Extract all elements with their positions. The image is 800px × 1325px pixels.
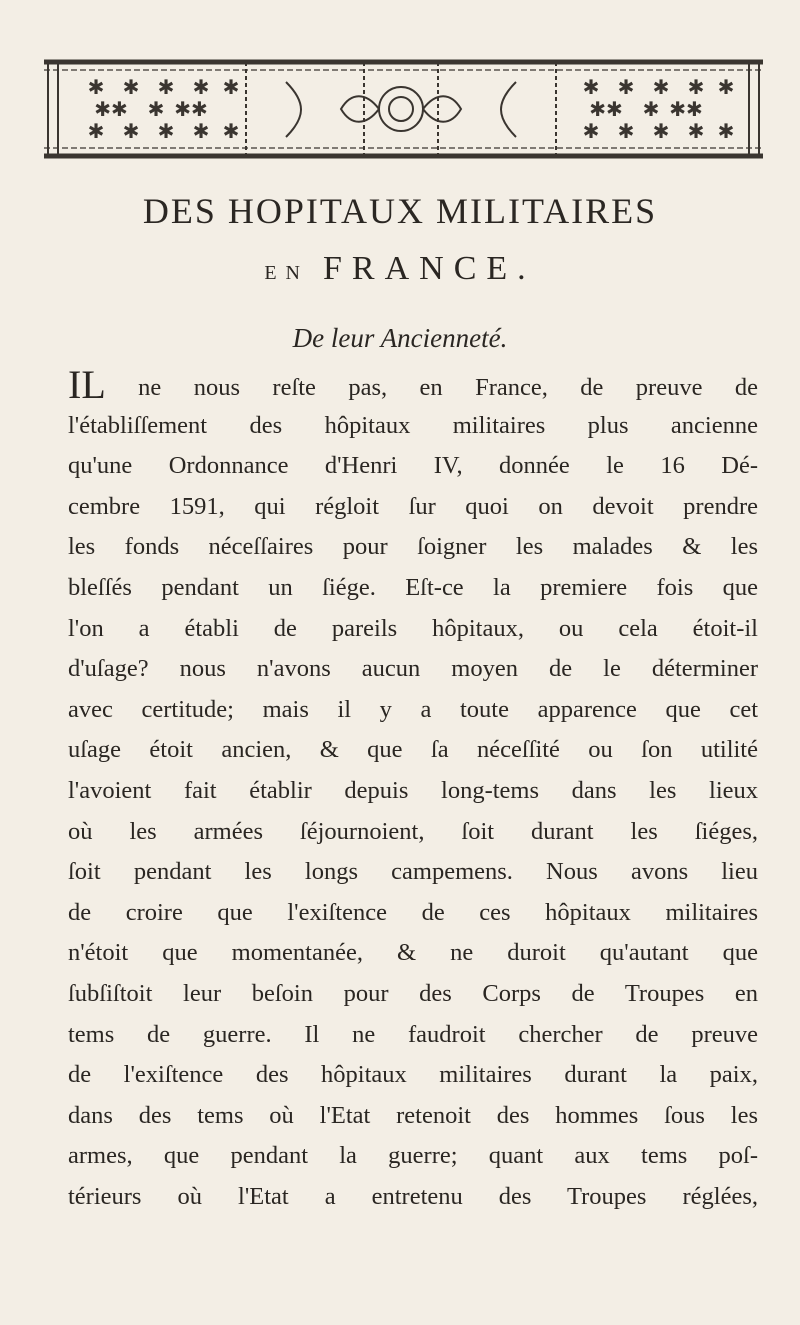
text-line: l'établiſſement des hôpitaux militaires plus ancienne — [68, 411, 758, 439]
svg-text:✱: ✱ — [157, 75, 175, 99]
svg-text:✱: ✱ — [192, 119, 210, 143]
svg-text:✱: ✱ — [642, 97, 660, 121]
page-subtitle — [0, 250, 800, 288]
svg-text:✱: ✱ — [717, 75, 735, 99]
section-title: De leur Ancienneté. — [292, 323, 508, 353]
svg-text:✱: ✱ — [87, 75, 105, 99]
svg-text:✱: ✱ — [717, 119, 735, 143]
svg-text:✱✱: ✱✱ — [669, 97, 703, 121]
text-line: tems de guerre. Il ne faudroit chercher de preuve — [68, 1020, 758, 1048]
text-line: uſage étoit ancien, & que ſa néceſſité ou ſon utilité — [68, 736, 758, 764]
text-line: qu'une Ordonnance d'Henri IV, donnée le 16 Dé- — [68, 452, 758, 480]
svg-text:✱: ✱ — [652, 119, 670, 143]
svg-text:✱: ✱ — [582, 75, 600, 99]
text-line: térieurs où l'Etat a entretenu des Troupes réglées, — [68, 1182, 758, 1210]
text-line: de l'exiſtence des hôpitaux militaires durant la paix, — [68, 1061, 758, 1089]
svg-text:✱: ✱ — [192, 75, 210, 99]
svg-text:✱: ✱ — [87, 119, 105, 143]
text-line: de croire que l'exiſtence de ces hôpitaux militaires — [68, 898, 758, 926]
text-line: d'uſage? nous n'avons aucun moyen de le déterminer — [68, 655, 758, 683]
text-line: l'avoient fait établir depuis long-tems dans les lieux — [68, 776, 758, 804]
text-line: l'on a établi de pareils hôpitaux, ou cela étoit-il — [68, 614, 758, 642]
svg-text:✱: ✱ — [582, 119, 600, 143]
text-line: armes, que pendant la guerre; quant aux tems poſ- — [68, 1142, 758, 1170]
svg-text:✱: ✱ — [122, 119, 140, 143]
page-title: DES HOPITAUX MILITAIRES — [142, 191, 658, 231]
svg-text:✱: ✱ — [687, 75, 705, 99]
svg-text:✱: ✱ — [157, 119, 175, 143]
svg-text:✱: ✱ — [222, 119, 240, 143]
text-line: les fonds néceſſaires pour ſoigner les malades & les — [68, 533, 758, 561]
svg-text:✱: ✱ — [617, 119, 635, 143]
subtitle-country: FRANCE. — [323, 250, 536, 287]
svg-text:✱✱: ✱✱ — [174, 97, 208, 121]
svg-text:✱: ✱ — [147, 97, 165, 121]
text-line: cembre 1591, qui régloit ſur quoi on devoit prendre — [68, 492, 758, 520]
svg-text:✱: ✱ — [652, 75, 670, 99]
body-paragraph — [68, 365, 758, 1217]
text-line: bleſſés pendant un ſiége. Eſt-ce la premiere fois que — [68, 573, 758, 601]
text-line: ſoit pendant les longs campemens. Nous avons lieu — [68, 858, 758, 886]
svg-text:✱: ✱ — [687, 119, 705, 143]
ornamental-header-band — [36, 52, 771, 168]
text-line: n'étoit que momentanée, & ne duroit qu'autant que — [68, 939, 758, 967]
svg-text:✱✱: ✱✱ — [589, 97, 623, 121]
fleuron-border-icon — [36, 52, 771, 168]
svg-text:✱✱: ✱✱ — [94, 97, 128, 121]
text-line: ſubſiſtoit leur beſoin pour des Corps de Troupes en — [68, 979, 758, 1007]
svg-text:✱: ✱ — [122, 75, 140, 99]
text-line: IL ne nous reſte pas, en France, de preuve de — [68, 365, 758, 406]
text-line: où les armées ſéjournoient, ſoit durant les ſiéges, — [68, 817, 758, 845]
drop-cap: IL — [68, 365, 106, 406]
text-line: avec certitude; mais il y a toute apparence que cet — [68, 695, 758, 723]
svg-text:✱: ✱ — [222, 75, 240, 99]
text-line: dans des tems où l'Etat retenoit des hommes ſous les — [68, 1101, 758, 1129]
svg-text:✱: ✱ — [617, 75, 635, 99]
subtitle-en: EN — [264, 262, 310, 284]
